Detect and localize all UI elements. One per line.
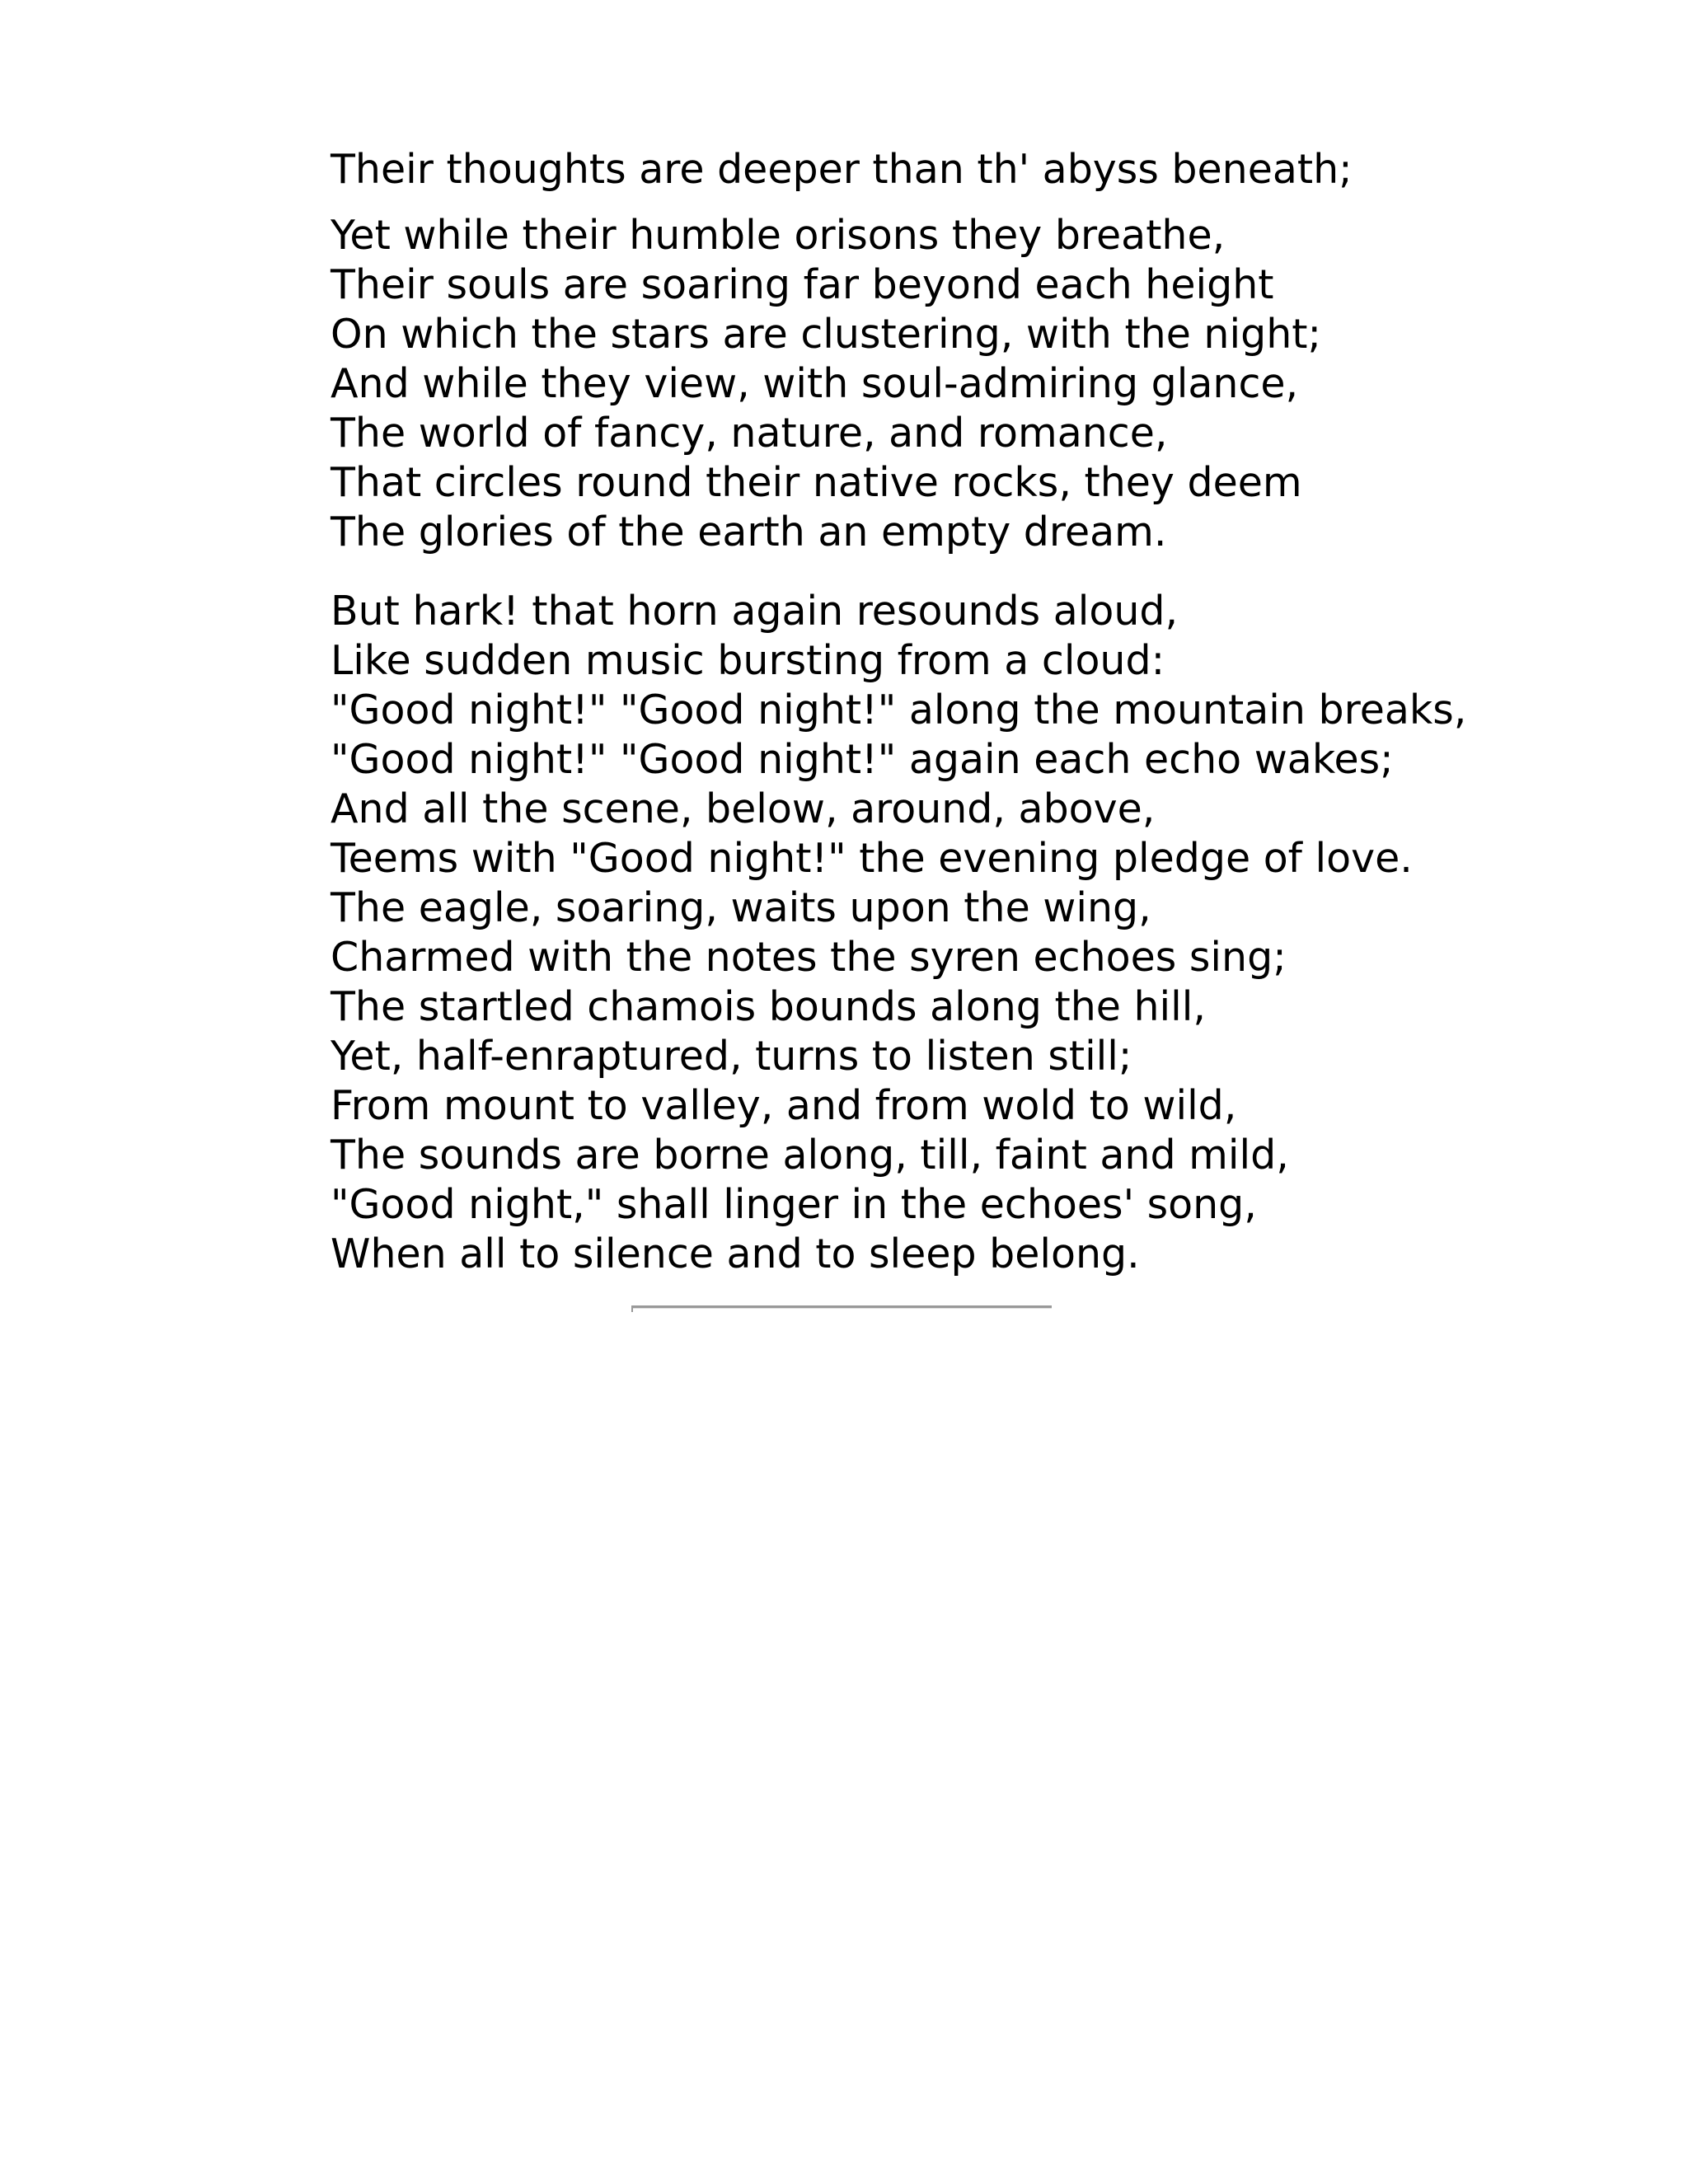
verse-line: "Good night!" "Good night!" along the mountain breaks, (331, 687, 1467, 733)
verse-line: That circles round their native rocks, they deem (331, 459, 1302, 506)
verse-line: The glories of the earth an empty dream. (331, 509, 1167, 555)
stanza-1 (331, 211, 1484, 557)
verse-line: The world of fancy, nature, and romance, (331, 410, 1168, 457)
horizontal-rule (631, 1305, 1052, 1309)
verse-line: Their souls are soaring far beyond each height (331, 261, 1274, 308)
stanza-2 (331, 587, 1484, 1279)
verse-line: Yet while their humble orisons they breathe, (331, 212, 1226, 259)
verse-line: And while they view, with soul-admiring glance, (331, 360, 1299, 407)
verse-line: From mount to valley, and from wold to wild, (331, 1082, 1237, 1129)
verse-line: When all to silence and to sleep belong. (331, 1230, 1140, 1277)
verse-line: The eagle, soaring, waits upon the wing, (331, 884, 1151, 931)
verse-line: The startled chamois bounds along the hill, (331, 983, 1206, 1030)
verse-line: "Good night!" "Good night!" again each echo wakes; (331, 736, 1394, 783)
clipped-verse-line-container (331, 146, 1402, 206)
clipped-verse-line: Their thoughts are deeper than th' abyss beneath; (331, 146, 1353, 193)
verse-line: The sounds are borne along, till, faint and mild, (331, 1132, 1289, 1179)
verse-line: But hark! that horn again resounds aloud, (331, 588, 1179, 635)
verse-line: And all the scene, below, around, above, (331, 785, 1156, 832)
verse-line: On which the stars are clustering, with the night; (331, 311, 1321, 358)
verse-line: Charmed with the notes the syren echoes sing; (331, 934, 1287, 981)
verse-line: Like sudden music bursting from a cloud: (331, 637, 1165, 684)
verse-line: Teems with "Good night!" the evening pledge of love. (331, 835, 1413, 882)
verse-line: Yet, half-enraptured, turns to listen still; (331, 1033, 1132, 1080)
verse-line: "Good night," shall linger in the echoes' song, (331, 1181, 1257, 1228)
